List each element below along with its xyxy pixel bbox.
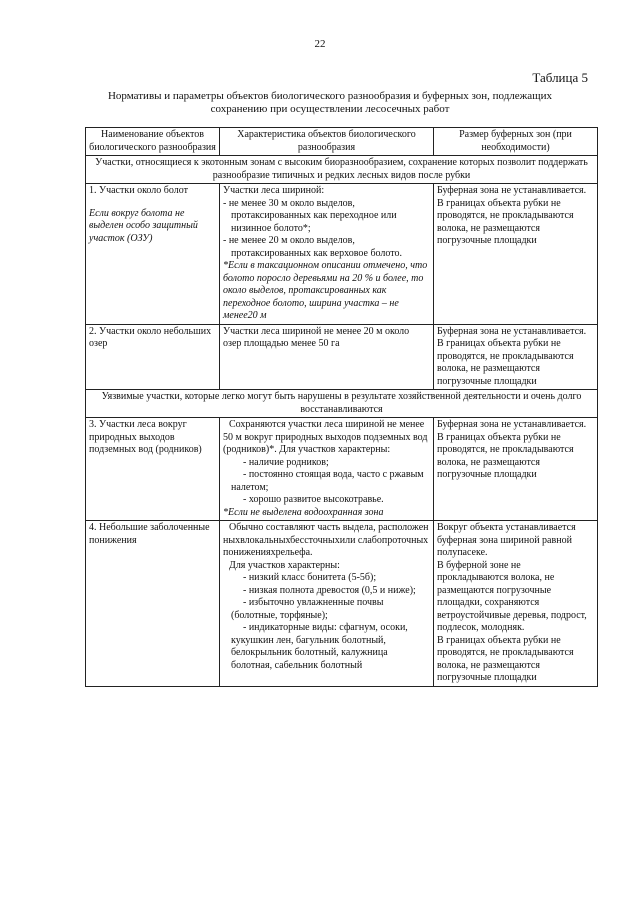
characteristic-item: - низкий класс бонитета (5-5б); <box>243 572 377 583</box>
characteristic-intro: Обычно составляют часть выдела, расположенныхвлокальныхбессточныхили слабопроточныхпониженияхрельефа. <box>223 522 429 558</box>
table-row <box>86 184 598 325</box>
table-title: Нормативы и параметры объектов биологического разнообразия и буферных зон, подлежащих сохранению при осуществлении лесосечных работ <box>107 90 553 115</box>
row-buffer-cell: Буферная зона не устанавливается. В границах объекта рубки не проводятся, не прокладываются волока, не размещаются погрузочные площадки <box>434 324 598 390</box>
table-row <box>86 324 598 390</box>
row-name: 1. Участки около болот <box>89 185 188 196</box>
buffer-text: В границах объекта рубки не проводятся, не прокладываются волока, не размещаются погрузочные площадки <box>437 634 574 683</box>
section-row <box>86 390 598 418</box>
header-object-name: Наименование объектов биологического разнообразия <box>86 128 220 156</box>
table-row <box>86 418 598 521</box>
table-header-row <box>86 128 598 156</box>
characteristic-footnote: *Если не выделена водоохранная зона <box>223 506 384 518</box>
row-name: 3. Участки леса вокруг природных выходов подземных вод (родников) <box>86 418 220 521</box>
row-characteristic-cell <box>220 184 434 325</box>
row-characteristic-cell: Участки леса шириной не менее 20 м около озер площадью менее 50 га <box>220 324 434 390</box>
characteristic-footnote: *Если в таксационном описании отмечено, что болото поросло деревьями на 20 % и более, то около выделов, протаксированных как переходное болото, ширина участка – не менее20 м <box>223 260 428 321</box>
characteristic-item: - избыточно увлажненные почвы (болотные, торфяные); <box>231 597 384 621</box>
characteristic-item: - низкая полнота древостоя (0,5 и ниже); <box>243 584 416 596</box>
header-buffer-zone-size: Размер буферных зон (при необходимости) <box>434 128 598 156</box>
section-row <box>86 156 598 184</box>
table-row <box>86 521 598 687</box>
characteristic-item: - не менее 30 м около выделов, протаксированных как переходное или низинное болото*; <box>223 197 397 234</box>
buffer-text: Вокруг объекта устанавливается буферная зона шириной равной полупасеке. <box>437 522 576 558</box>
row-characteristic-cell <box>220 418 434 521</box>
characteristic-item: - не менее 20 м около выделов, протаксированных как верховое болото. <box>223 235 402 259</box>
characteristic-intro: Сохраняются участки леса шириной не менее 50 м вокруг природных выходов подземных вод (родников)*. Для участков характерны: <box>223 419 428 455</box>
characteristic-intro: Участки леса шириной: <box>223 185 325 196</box>
row-buffer-cell: Буферная зона не устанавливается. В границах объекта рубки не проводятся, не прокладываются волока, не размещаются погрузочные площадки <box>434 418 598 521</box>
section-vulnerable-areas: Уязвимые участки, которые легко могут быть нарушены в результате хозяйственной деятельности и очень долго восстанавливаются <box>86 390 598 418</box>
characteristic-intro: Для участков характерны: <box>229 559 340 571</box>
table-number: Таблица 5 <box>532 70 588 85</box>
characteristic-item: - наличие родников; <box>243 456 329 468</box>
row-name: 4. Небольшие заболоченные понижения <box>86 521 220 687</box>
row-buffer-cell: Буферная зона не устанавливается. В границах объекта рубки не проводятся, не прокладываются волока, не размещаются погрузочные площадки <box>434 184 598 325</box>
buffer-text: В буферной зоне не прокладываются волока, не размещаются погрузочные площадки, сохраняются ветроустойчивые деревья, подрост, подлесок, молодняк. <box>437 559 587 633</box>
row-buffer-cell <box>434 521 598 687</box>
row-name-cell <box>86 184 220 325</box>
header-object-characteristic: Характеристика объектов биологического разнообразия <box>220 128 434 156</box>
norms-table <box>85 127 598 687</box>
characteristic-item: - индикаторные виды: сфагнум, осоки, кукушкин лен, багульник болотный, белокрыльник болотный, калужница болотная, сабельник болотный <box>231 622 408 671</box>
row-name: 2. Участки около небольших озер <box>86 324 220 390</box>
row-characteristic-cell <box>220 521 434 687</box>
row-name-note: Если вокруг болота не выделен особо защитный участок (ОЗУ) <box>89 207 198 244</box>
characteristic-item: - хорошо развитое высокотравье. <box>243 494 384 505</box>
page-number: 22 <box>314 38 326 50</box>
section-ecotone-zones: Участки, относящиеся к экотонным зонам с высоким биоразнообразием, сохранение которых позволит поддержать разнообразие типичных и редких лесных видов после рубки <box>86 156 598 184</box>
characteristic-item: - постоянно стоящая вода, часто с ржавым налетом; <box>231 469 424 493</box>
